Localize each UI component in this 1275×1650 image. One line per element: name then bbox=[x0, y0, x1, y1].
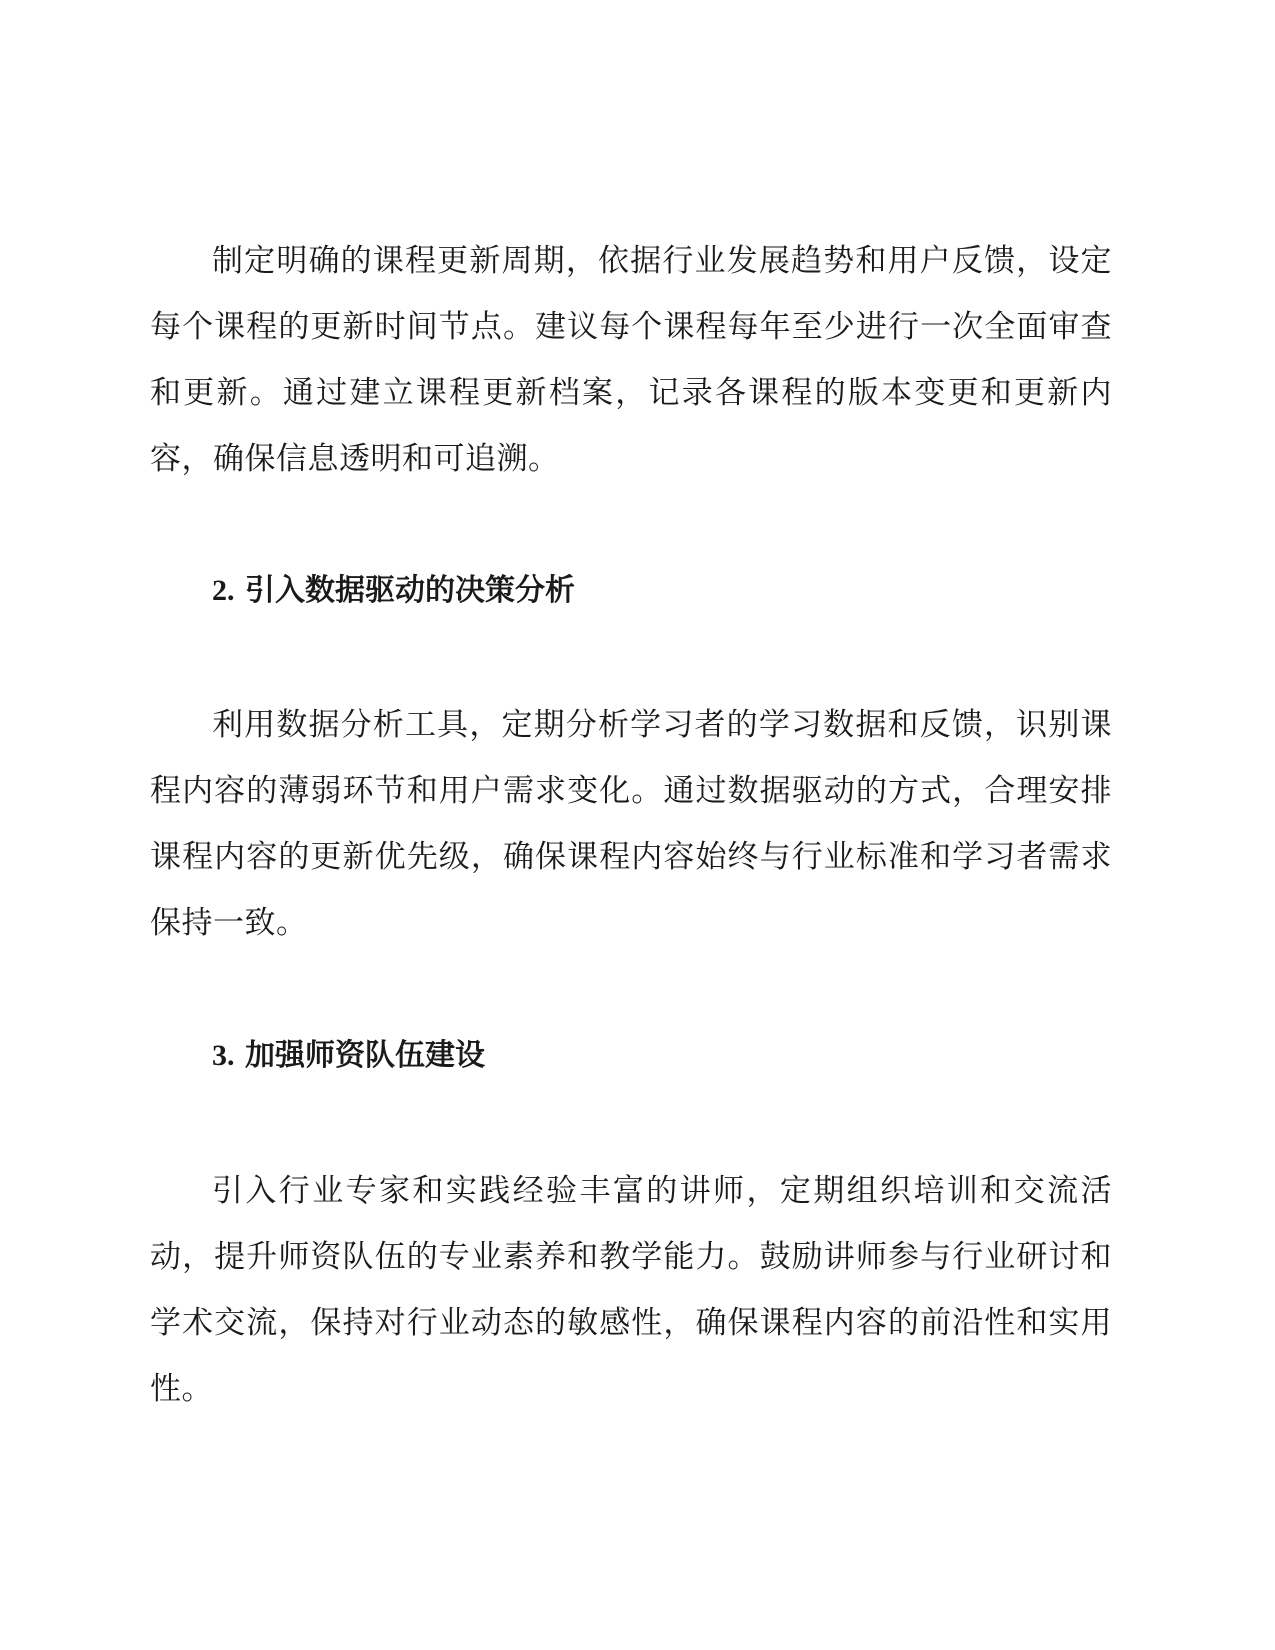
body-paragraph: 制定明确的课程更新周期，依据行业发展趋势和用户反馈，设定每个课程的更新时间节点。建议每个课程每年至少进行一次全面审查和更新。通过建立课程更新档案，记录各课程的版本变更和更新内容，确保信息透明和可追溯。 bbox=[150, 243, 1112, 477]
section-heading bbox=[212, 571, 575, 611]
section-heading bbox=[212, 1036, 485, 1076]
section-title: 引入数据驱动的决策分析 bbox=[244, 573, 575, 608]
section-number: 2. bbox=[212, 574, 235, 607]
body-paragraph: 引入行业专家和实践经验丰富的讲师，定期组织培训和交流活动，提升师资队伍的专业素养和教学能力。鼓励讲师参与行业研讨和学术交流，保持对行业动态的敏感性，确保课程内容的前沿性和实用性。 bbox=[150, 1173, 1112, 1407]
body-paragraph: 利用数据分析工具，定期分析学习者的学习数据和反馈，识别课程内容的薄弱环节和用户需求变化。通过数据驱动的方式，合理安排课程内容的更新优先级，确保课程内容始终与行业标准和学习者需求保持一致。 bbox=[150, 707, 1112, 941]
section-title: 加强师资队伍建设 bbox=[244, 1038, 485, 1073]
section-number: 3. bbox=[212, 1039, 235, 1072]
